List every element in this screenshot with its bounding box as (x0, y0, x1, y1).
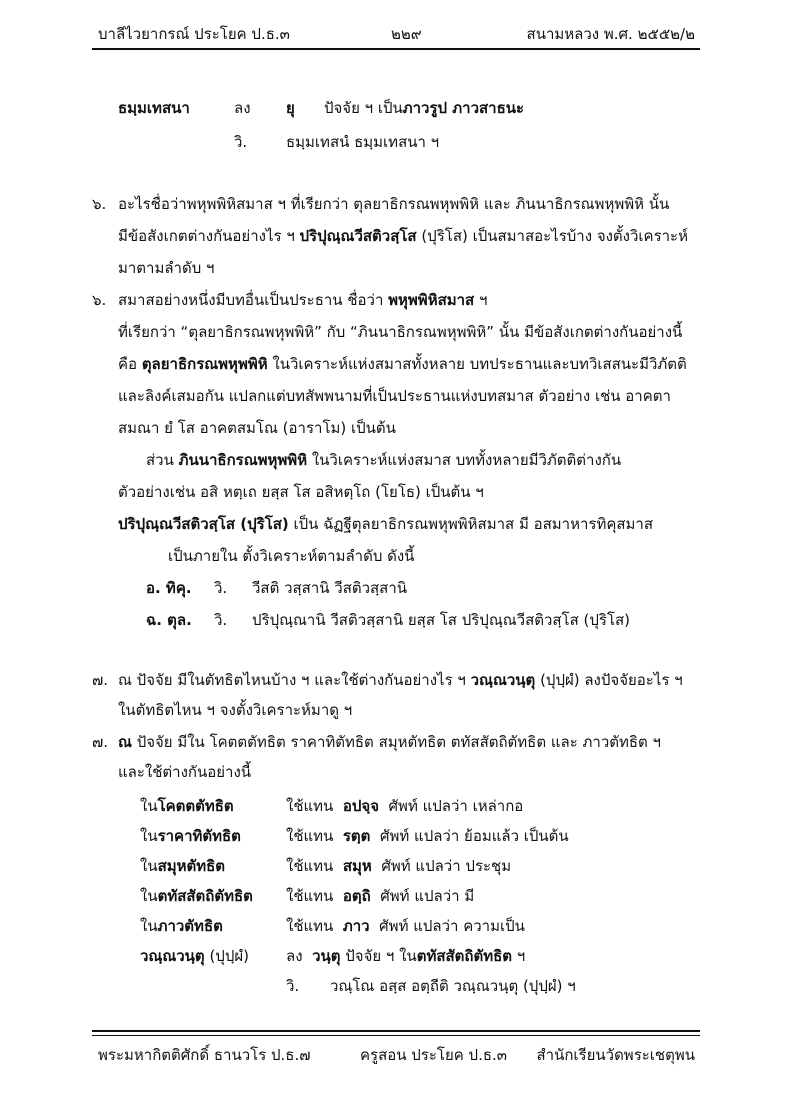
row-desc (286, 886, 474, 906)
top-l2-a: วิ. (234, 133, 248, 151)
a6-r2-vi: วิ. (214, 611, 228, 629)
a6-r1-label: อ. ทิคุ. (146, 579, 192, 597)
q7-l1-a: ณ ปัจจัย มีในตัทธิตไหนบ้าง ฯ และใช้ต่างกันอย่างไร ฯ (118, 671, 471, 689)
q6-line-3: มาตามลำดับ ฯ (118, 259, 215, 277)
row-name: ภาวตัทธิต (157, 917, 223, 935)
a7-l1-a: ณ (118, 733, 132, 751)
a7-vi-text: วณฺโณ อสฺส อตฺถีติ วณฺณวนฺตุ (ปุปฺผํ) ฯ (330, 977, 576, 995)
table-row (140, 916, 223, 936)
a6-line-3 (118, 354, 687, 374)
row-name: ราคาทิตัทธิต (157, 827, 241, 845)
a6-l3-c: ในวิเคราะห์แห่งสมาสทั้งหลาย บทประธานและบทวิเสสนะมีวิภัตติ (267, 355, 687, 373)
a6-r2-label: ฉ. ตุล. (146, 611, 192, 629)
a6-r2-text: ปริปุณฺณานิ วีสติวสฺสานิ ยสฺส โส ปริปุณฺณวีสติวสฺโส (ปุริโส) (252, 611, 631, 629)
row-desc (286, 856, 511, 876)
row-name: สมุหตัทธิต (157, 857, 226, 875)
row-word: รตฺต (342, 827, 371, 845)
table-row (140, 796, 234, 816)
a6-l6-c: ในวิเคราะห์แห่งสมาส บททั้งหลายมีวิภัตติต่างกัน (307, 451, 622, 469)
top-l1-b: ยุ (286, 99, 295, 117)
a7-vi: วิ. (286, 977, 300, 995)
footer-right: สำนักเรียนวัดพระเชตุพน (536, 1046, 695, 1064)
table-row (140, 856, 225, 876)
a6-r1-text: วีสติ วสฺสานิ วีสติวสฺสานิ (252, 579, 407, 597)
a7-last-a: วณฺณวนฺตุ (140, 947, 205, 965)
row-in: ใน (140, 887, 158, 905)
row-word: สมุห (342, 857, 372, 875)
q6-line-2 (118, 226, 688, 246)
a6-line-5: สมณา ยํ โส อาคตสมโณ (อาราโม) เป็นต้น (118, 419, 396, 437)
footer-rule-thick (92, 1030, 700, 1032)
a6-l1-c: ฯ (474, 291, 488, 309)
a7-last-lng: ลง (286, 947, 303, 965)
footer-center: ครูสอน ประโยค ป.ธ.๓ (360, 1046, 508, 1064)
top-l1-d: ภาวรูป ภาวสาธนะ (402, 99, 525, 117)
header-left: บาลีไวยากรณ์ ประโยค ป.ธ.๓ (98, 25, 290, 43)
a7-number: ๗. (92, 733, 109, 751)
a6-l8-b: เป็น ฉัฏฐีตุลยาธิกรณพหุพพิหิสมาส มี อสมาหารทิคุสมาส (288, 515, 653, 533)
row-in: ใน (140, 797, 158, 815)
table-row (140, 886, 253, 906)
page-footer (98, 1043, 695, 1065)
row-rest: ศัพท์ แปลว่า เหล่ากอ (388, 797, 524, 815)
row-use: ใช้แทน (286, 887, 334, 905)
row-word: อปจฺจ (342, 797, 379, 815)
row-word: ภาว (342, 917, 370, 935)
page-header (98, 22, 695, 44)
q6-number: ๖. (92, 195, 107, 213)
a6-line-9: เป็นภายใน ตั้งวิเคราะห์ตามลำดับ ดังนี้ (168, 547, 415, 565)
a6-line-4: และลิงค์เสมอกัน แปลกแต่บทสัพพนามที่เป็นประธานแห่งบทสมาส ตัวอย่าง เช่น อาคตา (118, 387, 671, 405)
row-use: ใช้แทน (286, 857, 334, 875)
row-rest: ศัพท์ แปลว่า ความเป็น (379, 917, 525, 935)
row-use: ใช้แทน (286, 797, 334, 815)
header-rule (92, 48, 700, 50)
row-desc (286, 826, 569, 846)
row-rest: ศัพท์ แปลว่า ย้อมแล้ว เป็นต้น (379, 827, 569, 845)
a6-line-7: ตัวอย่างเช่น อสิ หตฺเถ ยสฺส โส อสิหตฺโถ (โยโธ) เป็นต้น ฯ (118, 483, 484, 501)
table-row (140, 826, 241, 846)
a6-l3-a: คือ (118, 355, 142, 373)
a7-last-b: (ปุปฺผํ) (204, 947, 249, 965)
row-use: ใช้แทน (286, 917, 334, 935)
top-term: ธมฺมเทสนา (118, 99, 190, 117)
row-in: ใน (140, 827, 158, 845)
a7-last-desc (286, 946, 525, 966)
q6-l2-b: ปริปุณฺณวีสติวสฺโส (299, 227, 417, 245)
a7-last-c: วนฺตุ (312, 947, 341, 965)
a7-last-f: ฯ (512, 947, 526, 965)
row-word: อตฺถิ (342, 887, 371, 905)
a7-last-e: ตทัสสัตถิตัทธิต (416, 947, 512, 965)
q7-l1-c: (ปุปฺผํ) ลงปัจจัยอะไร ฯ (535, 671, 683, 689)
q6-l2-c: (ปุริโส) เป็นสมาสอะไรบ้าง จงตั้งวิเคราะห์ (416, 227, 689, 245)
q6-l2-a: มีข้อสังเกตต่างกันอย่างไร ฯ (118, 227, 300, 245)
row-in: ใน (140, 857, 158, 875)
a6-l6-b: ภินนาธิกรณพหุพพิหิ (178, 451, 308, 469)
row-name: โคตตตัทธิต (157, 797, 234, 815)
top-l1-c: ปัจจัย ฯ เป็น (324, 99, 403, 117)
top-l1-a: ลง (234, 99, 251, 117)
header-right: สนามหลวง พ.ศ. ๒๕๕๒/๒ (526, 25, 695, 43)
footer-rule-thin (92, 1035, 700, 1036)
a7-line-2: และใช้ต่างกันอย่างนี้ (118, 763, 252, 781)
a6-line-8 (118, 514, 653, 534)
row-name: ตทัสสัตถิตัทธิต (157, 887, 253, 905)
row-desc (286, 916, 525, 936)
a6-line-2: ที่เรียกว่า “ตุลยาธิกรณพหุพพิหิ” กับ “ภินนาธิกรณพหุพพิหิ” นั้น มีข้อสังเกตต่างกันอย่างนี้ (118, 323, 683, 341)
q7-line-2: ในตัทธิตไหน ฯ จงตั้งวิเคราะห์มาดู ฯ (118, 701, 353, 719)
a7-line-1 (118, 732, 661, 752)
row-in: ใน (140, 917, 158, 935)
footer-left: พระมหากิตติศักดิ์ ธานวโร ป.ธ.๗ (98, 1046, 311, 1064)
q7-number: ๗. (92, 671, 109, 689)
a6-l8-a: ปริปุณฺณวีสติวสฺโส (ปุริโส) (118, 515, 289, 533)
top-l2-b: ธมฺมเทสนํ ธมฺมเทสนา ฯ (286, 133, 440, 151)
a6-r1-vi: วิ. (214, 579, 228, 597)
a6-line-1 (118, 290, 487, 310)
a6-line-6 (146, 450, 621, 470)
q6-line-1: อะไรชื่อว่าพหุพพิหิสมาส ฯ ที่เรียกว่า ตุลยาธิกรณพหุพพิหิ และ ภินนาธิกรณพหุพพิหิ นั้น (118, 195, 670, 213)
a7-last-term (140, 946, 249, 966)
q7-line-1 (118, 670, 683, 690)
a6-l1-b: พหุพพิหิสมาส (388, 291, 475, 309)
a6-l6-a: ส่วน (146, 451, 179, 469)
a7-last-d: ปัจจัย ฯ ใน (340, 947, 417, 965)
a6-l1-a: สมาสอย่างหนึ่งมีบทอื่นเป็นประธาน ชื่อว่า (118, 291, 389, 309)
a6-l3-b: ตุลยาธิกรณพหุพพิหิ (141, 355, 268, 373)
q7-l1-b: วณฺณวนฺตุ (470, 671, 536, 689)
row-use: ใช้แทน (286, 827, 334, 845)
page-number: ๒๒๙ (391, 25, 422, 43)
row-rest: ศัพท์ แปลว่า ประชุม (381, 857, 512, 875)
a7-l1-b: ปัจจัย มีใน โคตตตัทธิต ราคาทิตัทธิต สมุหตัทธิต ตทัสสัตถิตัทธิต และ ภาวตัทธิต ฯ (131, 733, 661, 751)
row-rest: ศัพท์ แปลว่า มี (380, 887, 475, 905)
row-desc (286, 796, 523, 816)
a6-number: ๖. (92, 291, 107, 309)
top-l1-rest (324, 98, 524, 118)
